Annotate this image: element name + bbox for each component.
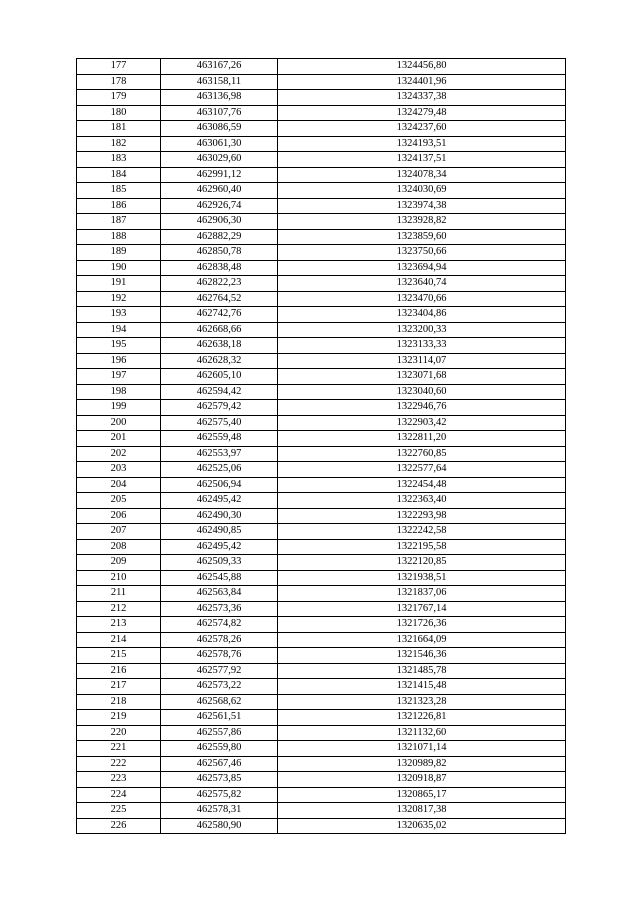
point-number-cell: 225 [77, 803, 161, 819]
table-row [77, 276, 566, 292]
point-number-cell: 180 [77, 105, 161, 121]
y-coordinate-cell: 1322120,85 [278, 555, 566, 571]
x-coordinate-cell: 462742,76 [161, 307, 278, 323]
x-coordinate-cell: 462490,30 [161, 508, 278, 524]
x-coordinate-cell: 462850,78 [161, 245, 278, 261]
y-coordinate-cell: 1323859,60 [278, 229, 566, 245]
x-coordinate-cell: 462577,92 [161, 663, 278, 679]
table-row [77, 415, 566, 431]
y-coordinate-cell: 1323071,68 [278, 369, 566, 385]
table-row [77, 136, 566, 152]
y-coordinate-cell: 1320817,38 [278, 803, 566, 819]
table-row [77, 493, 566, 509]
y-coordinate-cell: 1323928,82 [278, 214, 566, 230]
point-number-cell: 189 [77, 245, 161, 261]
y-coordinate-cell: 1320865,17 [278, 787, 566, 803]
table-row [77, 322, 566, 338]
x-coordinate-cell: 462561,51 [161, 710, 278, 726]
table-row [77, 570, 566, 586]
y-coordinate-cell: 1321485,78 [278, 663, 566, 679]
point-number-cell: 226 [77, 818, 161, 834]
table-row [77, 353, 566, 369]
x-coordinate-cell: 462764,52 [161, 291, 278, 307]
point-number-cell: 182 [77, 136, 161, 152]
point-number-cell: 206 [77, 508, 161, 524]
point-number-cell: 184 [77, 167, 161, 183]
table-row [77, 90, 566, 106]
y-coordinate-cell: 1322577,64 [278, 462, 566, 478]
y-coordinate-cell: 1322195,58 [278, 539, 566, 555]
x-coordinate-cell: 463086,59 [161, 121, 278, 137]
y-coordinate-cell: 1324193,51 [278, 136, 566, 152]
table-row [77, 400, 566, 416]
y-coordinate-cell: 1323114,07 [278, 353, 566, 369]
x-coordinate-cell: 462559,80 [161, 741, 278, 757]
y-coordinate-cell: 1324078,34 [278, 167, 566, 183]
point-number-cell: 215 [77, 648, 161, 664]
table-row [77, 74, 566, 90]
table-row [77, 679, 566, 695]
table-row [77, 617, 566, 633]
point-number-cell: 210 [77, 570, 161, 586]
point-number-cell: 191 [77, 276, 161, 292]
point-number-cell: 208 [77, 539, 161, 555]
table-row [77, 198, 566, 214]
table-row [77, 431, 566, 447]
point-number-cell: 216 [77, 663, 161, 679]
x-coordinate-cell: 462882,29 [161, 229, 278, 245]
point-number-cell: 198 [77, 384, 161, 400]
point-number-cell: 188 [77, 229, 161, 245]
y-coordinate-cell: 1321323,28 [278, 694, 566, 710]
x-coordinate-cell: 463136,98 [161, 90, 278, 106]
point-number-cell: 223 [77, 772, 161, 788]
table-row [77, 462, 566, 478]
point-number-cell: 197 [77, 369, 161, 385]
x-coordinate-cell: 462490,85 [161, 524, 278, 540]
y-coordinate-cell: 1321226,81 [278, 710, 566, 726]
y-coordinate-cell: 1323640,74 [278, 276, 566, 292]
y-coordinate-cell: 1324030,69 [278, 183, 566, 199]
x-coordinate-cell: 462525,06 [161, 462, 278, 478]
point-number-cell: 207 [77, 524, 161, 540]
x-coordinate-cell: 463158,11 [161, 74, 278, 90]
table-row [77, 586, 566, 602]
point-number-cell: 202 [77, 446, 161, 462]
point-number-cell: 205 [77, 493, 161, 509]
table-row [77, 555, 566, 571]
table-row [77, 803, 566, 819]
table-row [77, 167, 566, 183]
x-coordinate-cell: 462638,18 [161, 338, 278, 354]
point-number-cell: 193 [77, 307, 161, 323]
point-number-cell: 187 [77, 214, 161, 230]
y-coordinate-cell: 1322946,76 [278, 400, 566, 416]
coordinates-table-body [77, 59, 566, 834]
x-coordinate-cell: 462574,82 [161, 617, 278, 633]
point-number-cell: 178 [77, 74, 161, 90]
point-number-cell: 186 [77, 198, 161, 214]
x-coordinate-cell: 462559,48 [161, 431, 278, 447]
x-coordinate-cell: 462563,84 [161, 586, 278, 602]
y-coordinate-cell: 1324401,96 [278, 74, 566, 90]
point-number-cell: 181 [77, 121, 161, 137]
y-coordinate-cell: 1322811,20 [278, 431, 566, 447]
x-coordinate-cell: 462506,94 [161, 477, 278, 493]
point-number-cell: 179 [77, 90, 161, 106]
table-row [77, 229, 566, 245]
table-row [77, 524, 566, 540]
x-coordinate-cell: 462926,74 [161, 198, 278, 214]
table-row [77, 338, 566, 354]
x-coordinate-cell: 462668,66 [161, 322, 278, 338]
point-number-cell: 192 [77, 291, 161, 307]
table-row [77, 756, 566, 772]
y-coordinate-cell: 1322760,85 [278, 446, 566, 462]
x-coordinate-cell: 462553,97 [161, 446, 278, 462]
x-coordinate-cell: 462580,90 [161, 818, 278, 834]
table-row [77, 648, 566, 664]
table-row [77, 725, 566, 741]
table-row [77, 601, 566, 617]
x-coordinate-cell: 462578,26 [161, 632, 278, 648]
y-coordinate-cell: 1323750,66 [278, 245, 566, 261]
y-coordinate-cell: 1321546,36 [278, 648, 566, 664]
x-coordinate-cell: 462567,46 [161, 756, 278, 772]
x-coordinate-cell: 462509,33 [161, 555, 278, 571]
table-row [77, 772, 566, 788]
point-number-cell: 201 [77, 431, 161, 447]
point-number-cell: 213 [77, 617, 161, 633]
x-coordinate-cell: 462579,42 [161, 400, 278, 416]
x-coordinate-cell: 462594,42 [161, 384, 278, 400]
table-row [77, 663, 566, 679]
table-row [77, 710, 566, 726]
y-coordinate-cell: 1322903,42 [278, 415, 566, 431]
point-number-cell: 199 [77, 400, 161, 416]
point-number-cell: 183 [77, 152, 161, 168]
x-coordinate-cell: 462838,48 [161, 260, 278, 276]
table-row [77, 694, 566, 710]
x-coordinate-cell: 462495,42 [161, 493, 278, 509]
x-coordinate-cell: 462991,12 [161, 167, 278, 183]
x-coordinate-cell: 462557,86 [161, 725, 278, 741]
y-coordinate-cell: 1322363,40 [278, 493, 566, 509]
y-coordinate-cell: 1320918,87 [278, 772, 566, 788]
point-number-cell: 214 [77, 632, 161, 648]
y-coordinate-cell: 1320635,02 [278, 818, 566, 834]
y-coordinate-cell: 1324279,48 [278, 105, 566, 121]
table-row [77, 105, 566, 121]
table-row [77, 369, 566, 385]
y-coordinate-cell: 1323974,38 [278, 198, 566, 214]
point-number-cell: 200 [77, 415, 161, 431]
y-coordinate-cell: 1322293,98 [278, 508, 566, 524]
y-coordinate-cell: 1323200,33 [278, 322, 566, 338]
y-coordinate-cell: 1323694,94 [278, 260, 566, 276]
x-coordinate-cell: 463107,76 [161, 105, 278, 121]
y-coordinate-cell: 1321071,14 [278, 741, 566, 757]
point-number-cell: 212 [77, 601, 161, 617]
x-coordinate-cell: 462545,88 [161, 570, 278, 586]
x-coordinate-cell: 462605,10 [161, 369, 278, 385]
x-coordinate-cell: 462575,40 [161, 415, 278, 431]
y-coordinate-cell: 1323133,33 [278, 338, 566, 354]
point-number-cell: 209 [77, 555, 161, 571]
point-number-cell: 195 [77, 338, 161, 354]
point-number-cell: 190 [77, 260, 161, 276]
y-coordinate-cell: 1321767,14 [278, 601, 566, 617]
point-number-cell: 218 [77, 694, 161, 710]
point-number-cell: 222 [77, 756, 161, 772]
table-row [77, 121, 566, 137]
y-coordinate-cell: 1324456,80 [278, 59, 566, 75]
table-row [77, 214, 566, 230]
point-number-cell: 220 [77, 725, 161, 741]
point-number-cell: 203 [77, 462, 161, 478]
y-coordinate-cell: 1324337,38 [278, 90, 566, 106]
x-coordinate-cell: 462578,31 [161, 803, 278, 819]
x-coordinate-cell: 462960,40 [161, 183, 278, 199]
table-row [77, 477, 566, 493]
table-row [77, 291, 566, 307]
table-row [77, 818, 566, 834]
table-row [77, 245, 566, 261]
y-coordinate-cell: 1322242,58 [278, 524, 566, 540]
y-coordinate-cell: 1324237,60 [278, 121, 566, 137]
table-row [77, 632, 566, 648]
table-row [77, 183, 566, 199]
point-number-cell: 224 [77, 787, 161, 803]
y-coordinate-cell: 1321837,06 [278, 586, 566, 602]
y-coordinate-cell: 1321415,48 [278, 679, 566, 695]
x-coordinate-cell: 462575,82 [161, 787, 278, 803]
x-coordinate-cell: 462906,30 [161, 214, 278, 230]
x-coordinate-cell: 462568,62 [161, 694, 278, 710]
x-coordinate-cell: 462822,23 [161, 276, 278, 292]
y-coordinate-cell: 1321132,60 [278, 725, 566, 741]
table-row [77, 741, 566, 757]
y-coordinate-cell: 1323040,60 [278, 384, 566, 400]
point-number-cell: 177 [77, 59, 161, 75]
coordinates-table [76, 58, 566, 834]
point-number-cell: 211 [77, 586, 161, 602]
y-coordinate-cell: 1321664,09 [278, 632, 566, 648]
table-row [77, 152, 566, 168]
table-row [77, 446, 566, 462]
x-coordinate-cell: 462495,42 [161, 539, 278, 555]
table-row [77, 260, 566, 276]
y-coordinate-cell: 1323404,86 [278, 307, 566, 323]
y-coordinate-cell: 1323470,66 [278, 291, 566, 307]
point-number-cell: 204 [77, 477, 161, 493]
point-number-cell: 196 [77, 353, 161, 369]
point-number-cell: 219 [77, 710, 161, 726]
x-coordinate-cell: 462573,22 [161, 679, 278, 695]
table-row [77, 59, 566, 75]
x-coordinate-cell: 462573,36 [161, 601, 278, 617]
point-number-cell: 221 [77, 741, 161, 757]
table-row [77, 384, 566, 400]
x-coordinate-cell: 462578,76 [161, 648, 278, 664]
y-coordinate-cell: 1321938,51 [278, 570, 566, 586]
x-coordinate-cell: 463167,26 [161, 59, 278, 75]
x-coordinate-cell: 462573,85 [161, 772, 278, 788]
x-coordinate-cell: 463029,60 [161, 152, 278, 168]
y-coordinate-cell: 1324137,51 [278, 152, 566, 168]
table-row [77, 307, 566, 323]
point-number-cell: 194 [77, 322, 161, 338]
y-coordinate-cell: 1321726,36 [278, 617, 566, 633]
y-coordinate-cell: 1322454,48 [278, 477, 566, 493]
x-coordinate-cell: 463061,30 [161, 136, 278, 152]
x-coordinate-cell: 462628,32 [161, 353, 278, 369]
point-number-cell: 217 [77, 679, 161, 695]
point-number-cell: 185 [77, 183, 161, 199]
y-coordinate-cell: 1320989,82 [278, 756, 566, 772]
table-row [77, 508, 566, 524]
table-row [77, 787, 566, 803]
table-row [77, 539, 566, 555]
